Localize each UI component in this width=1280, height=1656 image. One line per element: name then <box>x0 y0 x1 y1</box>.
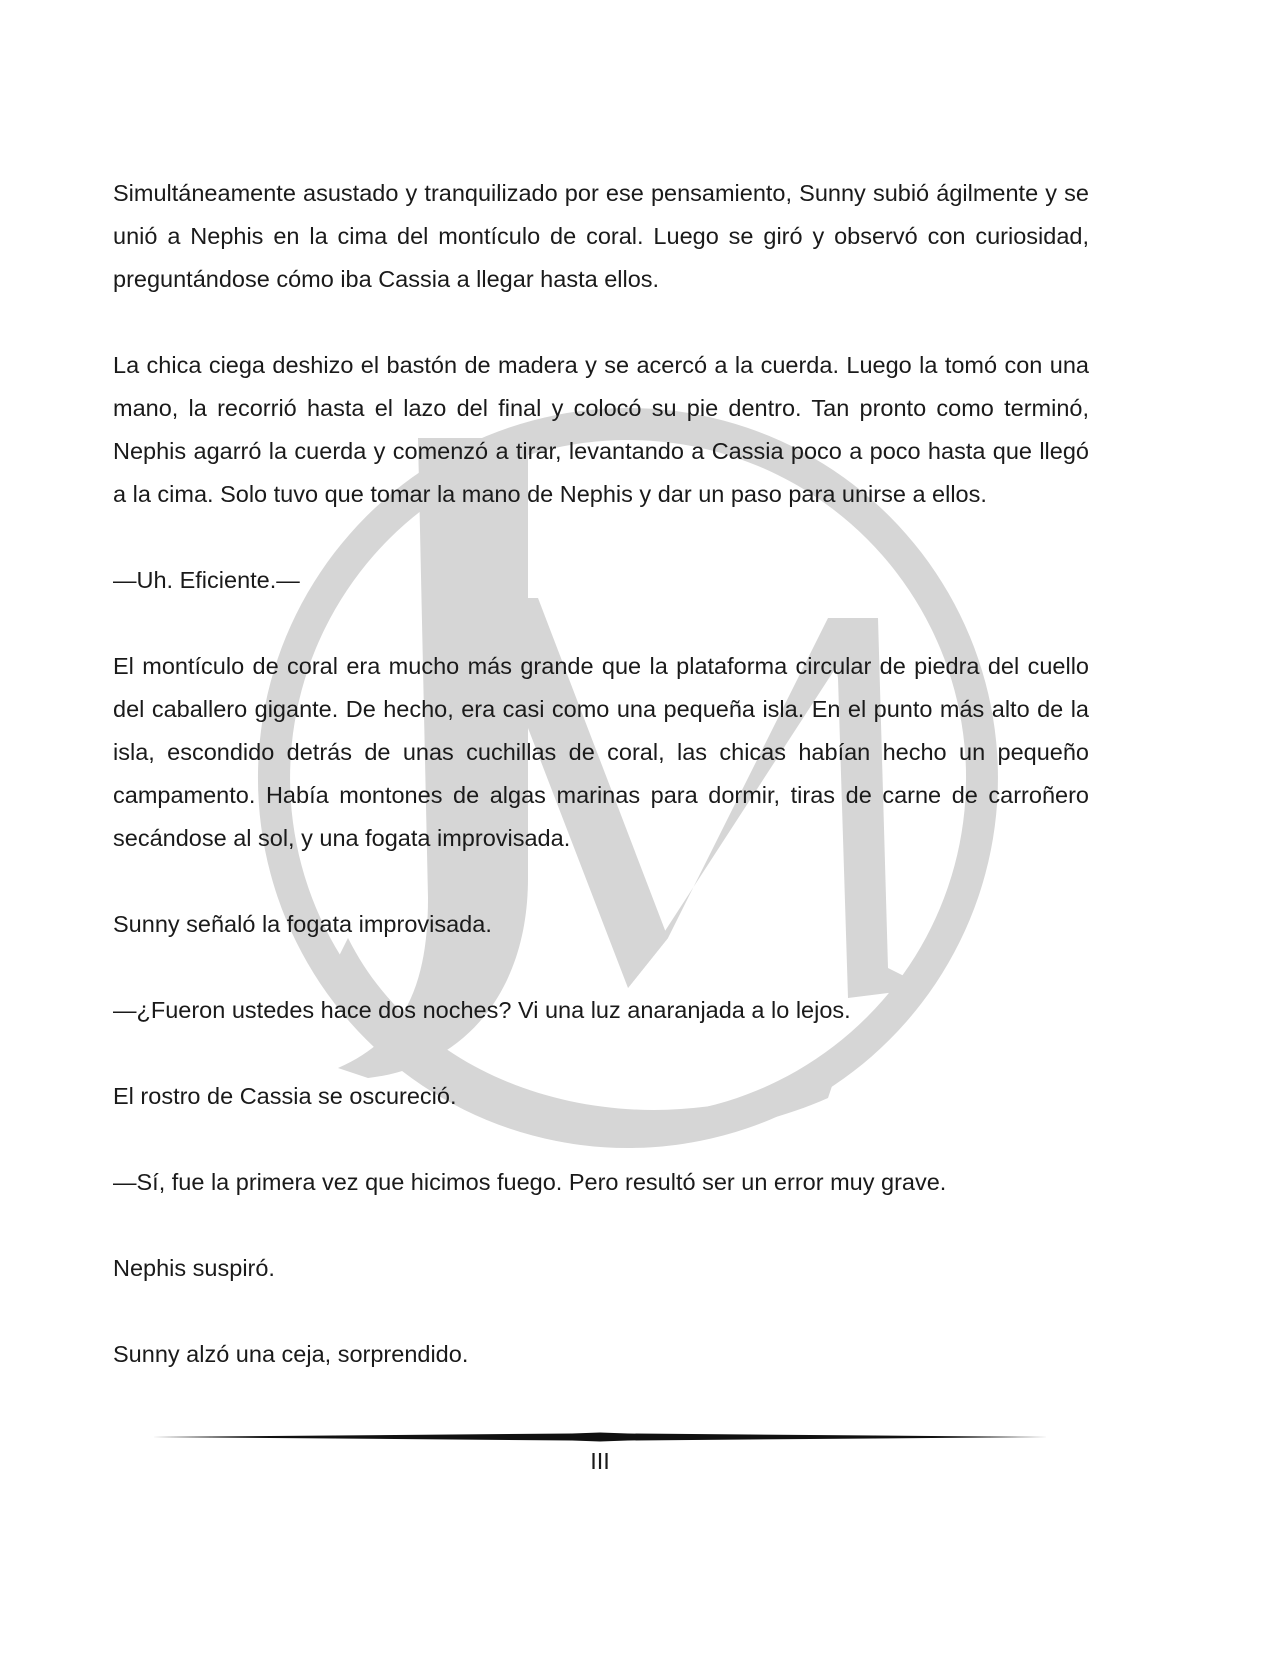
page-number: III <box>590 1448 610 1474</box>
footer-divider <box>152 1432 1048 1442</box>
paragraph: El montículo de coral era mucho más grande que la plataforma circular de piedra del cuello del caballero gigante. De hecho, era casi como una pequeña isla. En el punto más alto de la isla, escondido detrás de unas cuchillas de coral, las chicas habían hecho un pequeño campamento. Había montones de algas marinas para dormir, tiras de carne de carroñero secándose al sol, y una fogata improvisada. <box>113 653 1089 851</box>
paragraph-dialogue: —Sí, fue la primera vez que hicimos fuego. Pero resultó ser un error muy grave. <box>113 1169 947 1195</box>
paragraph: Nephis suspiró. <box>113 1255 275 1281</box>
paragraph: Sunny señaló la fogata improvisada. <box>113 911 492 937</box>
paragraph: La chica ciega deshizo el bastón de madera y se acercó a la cuerda. Luego la tomó con una mano, la recorrió hasta el lazo del final y colocó su pie dentro. Tan pronto como terminó, Nephis agarró la cuerda y comenzó a tirar, levantando a Cassia poco a poco hasta que llegó a la cima. Solo tuvo que tomar la mano de Nephis y dar un paso para unirse a ellos. <box>113 352 1089 507</box>
paragraph: Simultáneamente asustado y tranquilizado por ese pensamiento, Sunny subió ágilmente y se unió a Nephis en la cima del montículo de coral. Luego se giró y observó con curiosidad, preguntándose cómo iba Cassia a llegar hasta ellos. <box>113 180 1089 292</box>
paragraph: Sunny alzó una ceja, sorprendido. <box>113 1341 469 1367</box>
paragraph-dialogue: —Uh. Eficiente.— <box>113 567 300 593</box>
paragraph-dialogue: —¿Fueron ustedes hace dos noches? Vi una luz anaranjada a lo lejos. <box>113 997 851 1023</box>
paragraph: El rostro de Cassia se oscureció. <box>113 1083 457 1109</box>
page-body <box>113 172 1089 1376</box>
